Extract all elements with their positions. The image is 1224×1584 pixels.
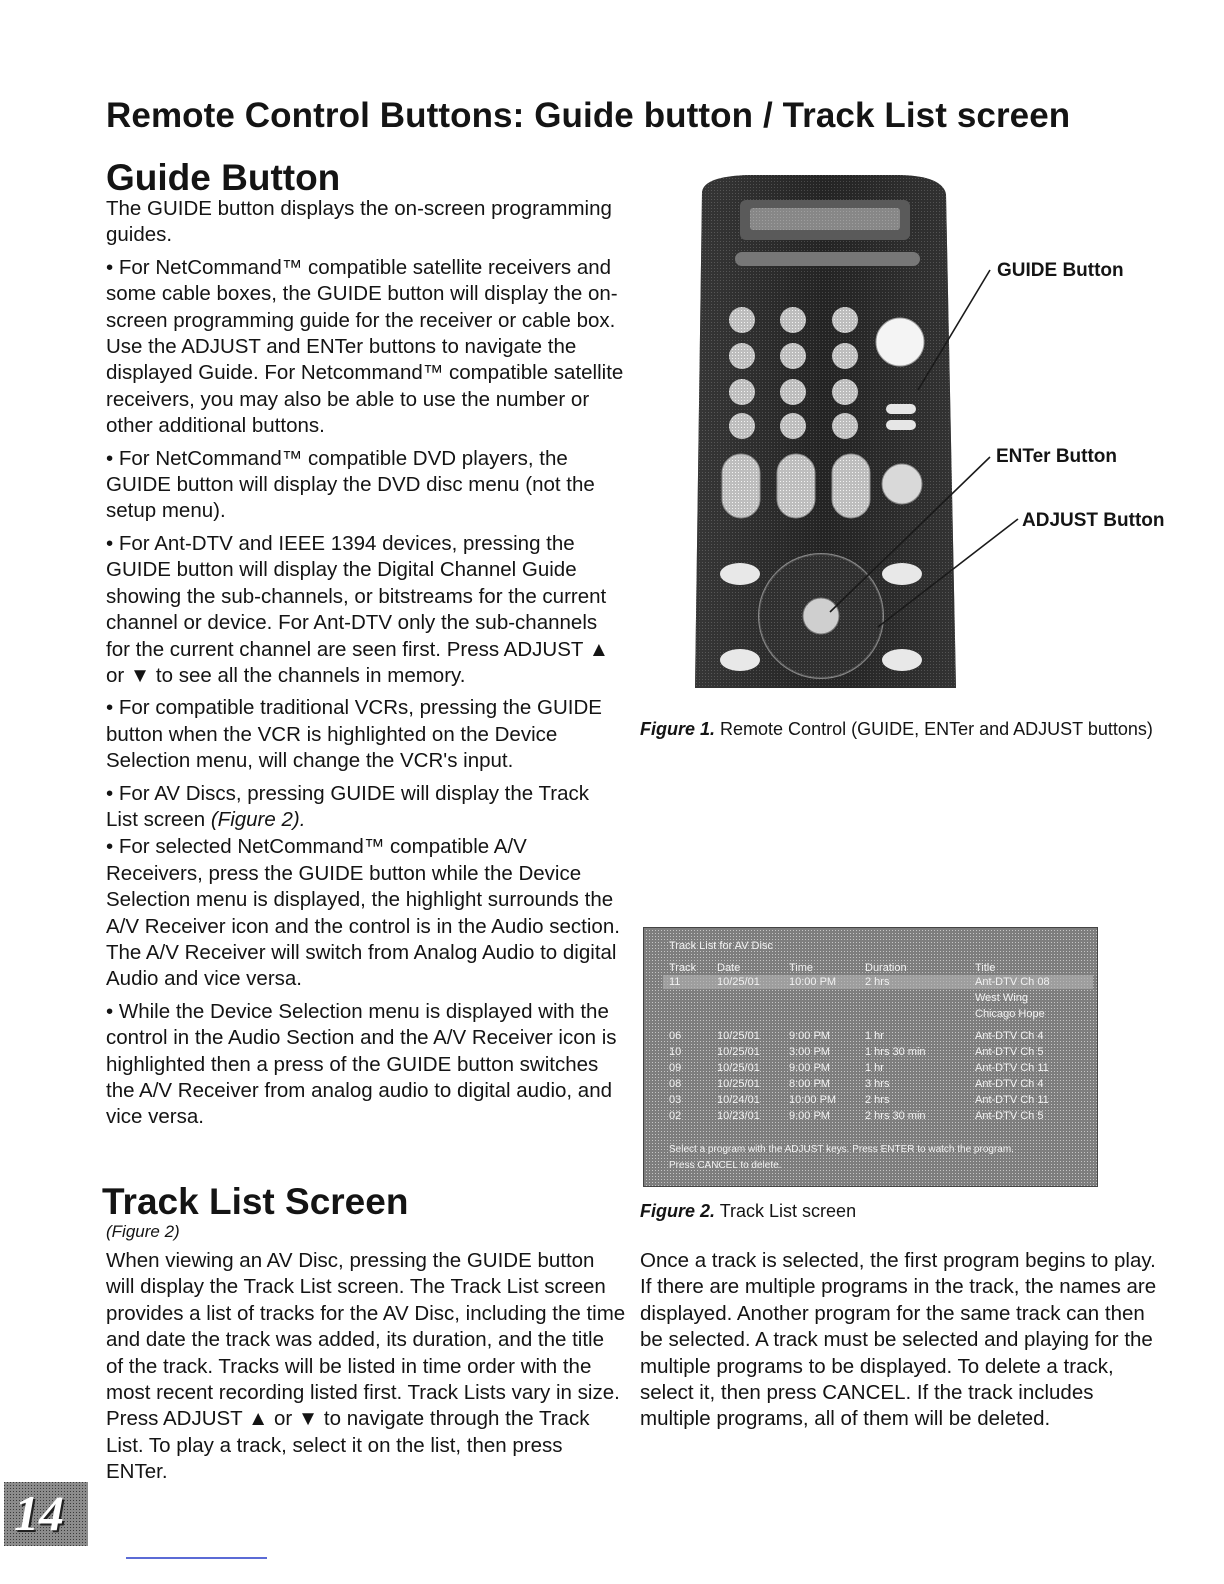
track-figure-reference: (Figure 2) [106,1222,180,1241]
track-list-cell: Ant-DTV Ch 11 [975,1062,1049,1074]
page-title: Remote Control Buttons: Guide button / Track List screen [106,96,1071,135]
track-list-cell: 10:00 PM [789,1094,837,1106]
track-list-cell: Ant-DTV Ch 11 [975,1094,1049,1106]
track-list-cell: 9:00 PM [789,1062,830,1074]
figure-1-caption: Figure 1. Remote Control (GUIDE, ENTer and ADJUST buttons) [640,719,1153,739]
track-list-cell: 10/25/01 [717,976,760,988]
track-list-cell: 10/24/01 [717,1094,760,1106]
track-list-cell: 10/25/01 [717,1062,760,1074]
track-list-column-header: Time [789,962,814,974]
track-list-cell: 10/23/01 [717,1110,760,1122]
guide-button-heading: Guide Button [106,157,341,198]
track-list-cell: 02 [669,1110,682,1122]
track-list-cell: 06 [669,1030,682,1042]
figure-1-label: Figure 1. [640,719,716,739]
track-list-column-header: Duration [865,962,907,974]
remote-control-illustration [690,172,1180,692]
track-list-cell: 10 [669,1046,682,1058]
track-list-cell: 11 [669,976,681,988]
track-list-title: Track List for AV Disc [669,940,773,952]
track-list-cell: 03 [669,1094,682,1106]
guide-button-callout: GUIDE Button [997,260,1124,281]
track-list-cell: 09 [669,1062,682,1074]
track-list-body: When viewing an AV Disc, pressing the GUIDE button will display the Track List screen. The Track List screen provides a list of tracks for the AV Disc, including the time and date the track was added, its duration, and the title of the track. Tracks will be listed in time order with the most recent recording listed first. Track Lists vary in size. Press ADJUST ▲ or ▼ to navigate through the Track List. To play a track, select it on the list, then press ENTer. [106,1249,626,1484]
guide-bullet-avdisc: • For AV Discs, pressing GUIDE will display the Track List screen (Figure 2). [106,781,589,831]
track-list-column-header: Date [717,962,741,974]
track-list-heading: Track List Screen [102,1181,409,1222]
guide-bullet-vcr: • For compatible traditional VCRs, pressing the GUIDE button when the VCR is highlighted on the Device Selection menu, will change the VCR's input. [106,696,602,773]
track-list-cell: 1 hr [865,1030,884,1042]
track-list-cell: Ant-DTV Ch 5 [975,1110,1044,1122]
track-list-cell: Ant-DTV Ch 08 [975,976,1050,988]
track-list-delete-hint: Press CANCEL to delete. [669,1160,782,1171]
bottom-rule [126,1557,267,1559]
track-list-continued: Once a track is selected, the first program begins to play. If there are multiple programs in the track, the names are displayed. Another program for the same track can then be selected. A track must be selected and playing for the multiple programs to be displayed. To delete a track, select it, then press CANCEL. If the track includes multiple programs, all of them will be deleted. [640,1249,1157,1431]
track-list-cell: Chicago Hope [975,1008,1045,1020]
track-list-cell: 2 hrs 30 min [865,1110,926,1122]
guide-bullet-device-selection: • While the Device Selection menu is displayed with the control in the Audio Section and the A/V Receiver icon is highlighted then a press of the GUIDE button switches the A/V Receiver from analog audio to digital audio, and vice versa. [106,999,617,1129]
figure-2-label: Figure 2. [640,1201,716,1221]
track-list-cell: 3:00 PM [789,1046,830,1058]
guide-bullet-antdtv: • For Ant-DTV and IEEE 1394 devices, pressing the GUIDE button will display the Digital Channel Guide showing the sub-channels, or bitstreams for the current channel or device. For Ant-DTV only the sub-channels for the current channel are seen first. Press ADJUST ▲ or ▼ to see all the channels in memory. [106,531,610,687]
track-list-cell: 10:00 PM [789,976,837,988]
track-list-cell: 3 hrs [865,1078,890,1090]
track-list-column-header: Track [669,962,697,974]
guide-button-section [106,196,626,1131]
guide-bullet-av-receiver: • For selected NetCommand™ compatible A/V Receivers, press the GUIDE button while the Device Selection menu is displayed, the highlight surrounds the A/V Receiver icon and the control is in the Audio section. The A/V Receiver will switch from Analog Audio to digital Audio and vice versa. [106,835,620,991]
track-list-cell: 9:00 PM [789,1030,830,1042]
page-number-badge [4,1482,88,1546]
track-list-cell: Ant-DTV Ch 4 [975,1078,1044,1090]
remote-control-figure [690,172,1180,692]
track-list-cell: 2 hrs [865,976,890,988]
track-list-cell: 9:00 PM [789,1110,830,1122]
track-list-cell: West Wing [975,992,1028,1004]
track-list-instructions: Select a program with the ADJUST keys. Press ENTER to watch the program. [669,1144,1014,1155]
track-list-column-header: Title [975,962,996,974]
track-list-cell: 1 hrs 30 min [865,1046,926,1058]
adjust-button-callout: ADJUST Button [1022,510,1165,531]
guide-bullet-dvd: • For NetCommand™ compatible DVD players, the GUIDE button will display the DVD disc menu (not the setup menu). [106,446,595,523]
track-list-cell: 08 [669,1078,682,1090]
track-list-cell: 10/25/01 [717,1046,760,1058]
track-list-cell: 10/25/01 [717,1030,760,1042]
enter-button-callout: ENTer Button [996,446,1118,467]
page-number: 14 [14,1485,64,1541]
track-list-cell: 10/25/01 [717,1078,760,1090]
track-list-cell: Ant-DTV Ch 4 [975,1030,1044,1042]
track-list-screen-figure [643,927,1098,1187]
guide-intro: The GUIDE button displays the on-screen programming guides. [106,197,612,247]
track-list-cell: 8:00 PM [789,1078,830,1090]
track-list-screen [643,927,1098,1187]
track-list-cell: 1 hr [865,1062,884,1074]
figure-2-reference: (Figure 2). [210,807,306,831]
figure-2-caption: Figure 2. Track List screen [640,1201,857,1221]
track-list-cell: Ant-DTV Ch 5 [975,1046,1044,1058]
track-list-cell: 2 hrs [865,1094,890,1106]
guide-bullet-satellite: • For NetCommand™ compatible satellite receivers and some cable boxes, the GUIDE button will display the on-screen programming guide for the receiver or cable box. Use the ADJUST and ENTer buttons to navigate the displayed Guide. For Netcommand™ compatible satellite receivers, you may also be able to use the number or other additional buttons. [106,255,624,438]
